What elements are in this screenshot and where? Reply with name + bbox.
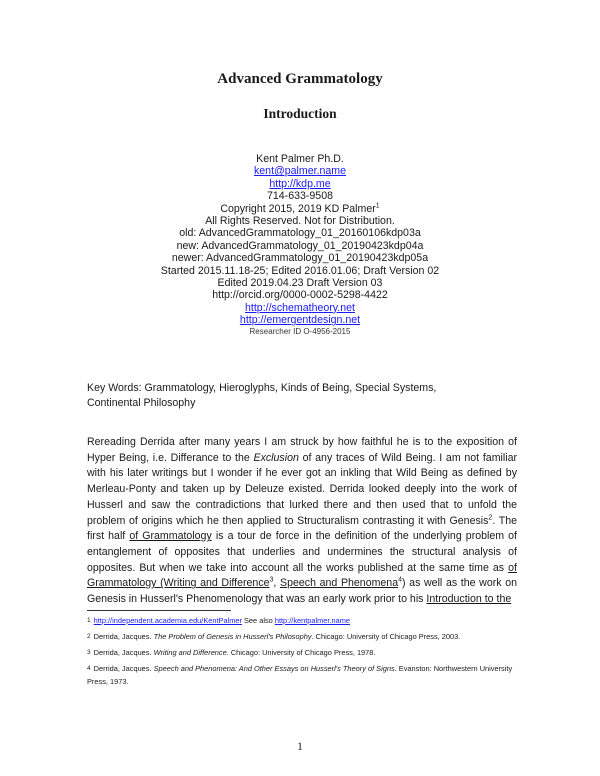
researcher-id: Researcher ID O-4956-2015 bbox=[249, 326, 351, 336]
footnote-divider bbox=[87, 610, 231, 611]
document-title: Advanced Grammatology bbox=[217, 71, 383, 87]
author-name: Kent Palmer Ph.D. bbox=[256, 153, 344, 165]
footnote-title: Writing and Difference bbox=[153, 648, 227, 657]
body-emphasis: Exclusion bbox=[253, 451, 299, 464]
emergentdesign-link[interactable]: http://emergentdesign.net bbox=[239, 314, 361, 327]
copyright-text: Copyright 2015, 2019 KD Palmer bbox=[220, 202, 376, 215]
document-subtitle: Introduction bbox=[263, 106, 337, 121]
footnote-ref-3: 3 bbox=[269, 576, 274, 584]
keywords-block bbox=[87, 381, 517, 411]
started-line: Started 2015.11.18-25; Edited 2016.01.06; Draft Version 02 bbox=[160, 264, 440, 277]
academia-link[interactable]: http://independent.academia.edu/KentPalmer bbox=[93, 616, 242, 625]
body-underlined-title: of Grammatology bbox=[129, 530, 212, 543]
footnote-ref-1: 1 bbox=[375, 202, 380, 210]
footnote-text: Derrida, Jacques. bbox=[93, 632, 154, 641]
copyright-line bbox=[0, 203, 600, 215]
footnote-text: Derrida, Jacques. bbox=[93, 648, 154, 657]
footnote-text: See also bbox=[241, 616, 275, 625]
body-text-run: , bbox=[273, 577, 281, 590]
footnote-text: . Evanston: Northwestern University Press, 1973. bbox=[87, 664, 513, 686]
newer-version: newer: AdvancedGrammatology_01_20190423kdp05a bbox=[171, 252, 429, 265]
footnote-ref-4: 4 bbox=[398, 576, 402, 584]
body-text-run: Rereading Derrida after many years I am struck by how faithful he is to the exposition of Hyper Being, i.e. Differance to the bbox=[87, 436, 517, 464]
footnote-number: 4 bbox=[87, 665, 91, 672]
email-link[interactable]: kent@palmer.name bbox=[253, 165, 347, 178]
footnote-3 bbox=[87, 646, 517, 659]
footnote-2 bbox=[87, 630, 517, 643]
old-version: old: AdvancedGrammatology_01_20160106kdp03a bbox=[179, 227, 421, 240]
footnotes bbox=[87, 614, 517, 691]
phone-number: 714-633-9508 bbox=[267, 190, 333, 203]
footnote-ref-2: 2 bbox=[488, 513, 493, 521]
footnote-text: . Chicago: University of Chicago Press, 1978. bbox=[226, 648, 376, 657]
kentpalmer-link[interactable]: http://kentpalmer.name bbox=[274, 616, 351, 625]
edited-line: Edited 2019.04.23 Draft Version 03 bbox=[217, 277, 383, 290]
body-text-run: . The first half bbox=[87, 514, 518, 543]
body-underlined-title: Introduction to the bbox=[426, 593, 512, 606]
body-text-run: of any traces of Wild Being. I am not familiar with his later writings but I wonder if he ever got an inkling that Wild Being as defined by Merleau-Ponty and taken up by Deleuze existed. Derrida looked deeply into the work of Husserl and saw the contradictions that lurked there and then used that to unfold the problem of origins which he then applied to Structuralism contrasting it with Genesis bbox=[87, 451, 517, 527]
footnote-number: 2 bbox=[87, 633, 91, 640]
author-block bbox=[0, 153, 600, 337]
orcid-line: http://orcid.org/0000-0002-5298-4422 bbox=[212, 289, 388, 302]
body-underlined-title: Speech and Phenomena bbox=[280, 577, 399, 590]
keywords-line-1: Key Words: Grammatology, Hieroglyphs, Kinds of Being, Special Systems, bbox=[87, 382, 437, 394]
schematheory-link[interactable]: http://schematheory.net bbox=[245, 301, 355, 314]
footnote-number: 3 bbox=[87, 649, 91, 656]
footnote-number: 1 bbox=[87, 617, 91, 624]
body-text-run: is a tour de force in the definition of the underlying problem of entanglement of opposites that underlies and undermines the structural analysis of opposites. But when we take into account all the works published at the same time as bbox=[87, 530, 518, 574]
body-text-run: ) as well as the work on Genesis in Husserl's Phenomenology that was an early work prior to his bbox=[87, 577, 517, 606]
footnote-title: The Problem of Genesis in Husserl's Philosophy bbox=[153, 632, 312, 641]
footnote-text: Derrida, Jacques. bbox=[93, 664, 154, 673]
footnote-title: Speech and Phenomena: And Other Essays on Husserl's Theory of Signs bbox=[153, 664, 395, 673]
keywords-line-2: Continental Philosophy bbox=[87, 397, 196, 409]
rights-line: All Rights Reserved. Not for Distribution. bbox=[205, 215, 395, 228]
body-paragraph bbox=[87, 435, 517, 608]
website-link[interactable]: http://kdp.me bbox=[269, 177, 331, 190]
footnote-1 bbox=[87, 614, 517, 627]
body-underlined-title: of Grammatology (Writing and Difference bbox=[87, 561, 517, 590]
footnote-text: . Chicago: University of Chicago Press, 2003. bbox=[311, 632, 461, 641]
new-version: new: AdvancedGrammatology_01_20190423kdp04a bbox=[176, 239, 424, 252]
page-number: 1 bbox=[297, 741, 303, 753]
footnote-4 bbox=[87, 662, 517, 688]
